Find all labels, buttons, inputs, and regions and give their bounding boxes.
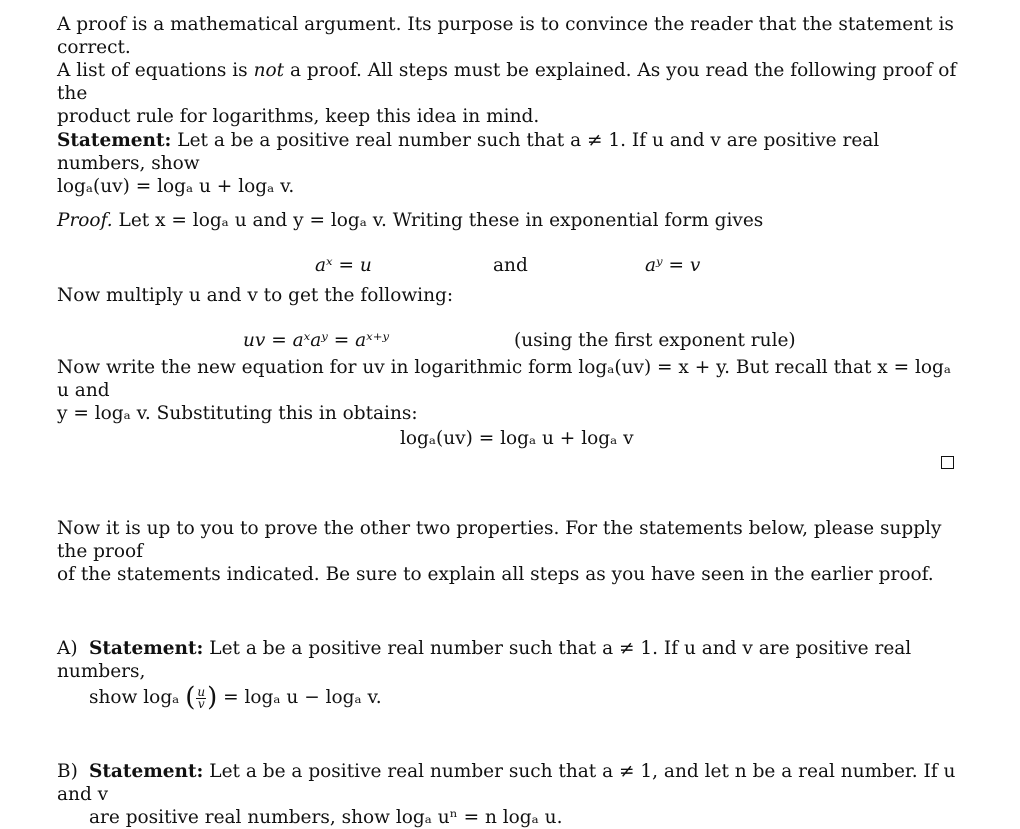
emphasis-not: not (253, 60, 285, 81)
part-b-marker: B) (57, 761, 78, 782)
statement-line-1: Statement: Let a be a positive real number such that a ≠ 1. If u and v are positive real numbers, show (57, 130, 880, 174)
proof-line-1: Proof. Let x = logₐ u and y = logₐ v. Writing these in exponential form gives (57, 210, 764, 231)
part-a-line-2: show logₐ ( $\frac{u}{v}$ ) = logₐ u − logₐ v. (89, 682, 382, 713)
proof-label: Proof. (57, 210, 113, 231)
qed-box-icon (941, 456, 954, 469)
equation-and: and (493, 255, 528, 276)
equation-product: uv = aˣaʸ = aˣ⁺ʸ (243, 330, 390, 351)
intro-line-2: A list of equations is not a proof. All steps must be explained. As you read the following proof of the (57, 60, 957, 104)
part-b-line-1: B) Statement: Let a be a positive real number such that a ≠ 1, and let n be a real number. If u and v (57, 761, 956, 805)
proof-line-3: Now write the new equation for uv in logarithmic form logₐ(uv) = x + y. But recall that x = logₐ u and (57, 357, 952, 401)
statement-paragraph (57, 129, 959, 198)
task-line-1: Now it is up to you to prove the other two properties. For the statements below, please supply the proof (57, 518, 942, 562)
equation-product-rule: logₐ(uv) = logₐ u + logₐ v (400, 428, 634, 449)
intro-line-1: A proof is a mathematical argument. Its purpose is to convince the reader that the statement is correct. (57, 14, 954, 58)
part-b-label: Statement: (89, 761, 204, 782)
proof-paragraph-3 (57, 356, 959, 425)
part-b (57, 760, 959, 829)
equation-exp-u: aˣ = u (315, 255, 372, 276)
intro-line-3: product rule for logarithms, keep this idea in mind. (57, 106, 540, 127)
equation-exp-v: aʸ = v (645, 255, 701, 276)
proof-line-2: Now multiply u and v to get the following: (57, 285, 454, 306)
statement-line-2: logₐ(uv) = logₐ u + logₐ v. (57, 176, 295, 197)
statement-label: Statement: (57, 130, 172, 151)
part-a-label: Statement: (89, 638, 204, 659)
part-b-line-2: are positive real numbers, show logₐ uⁿ = n logₐ u. (89, 807, 563, 828)
part-a (57, 637, 959, 713)
intro-paragraph (57, 13, 959, 128)
task-paragraph (57, 517, 959, 586)
fraction-u-over-v: $\frac{u}{v}$ (197, 684, 206, 711)
part-a-line-1: A) Statement: Let a be a positive real number such that a ≠ 1. If u and v are positive real numbers, (57, 638, 912, 682)
proof-line-4: y = logₐ v. Substituting this in obtains: (57, 403, 418, 424)
equation-product-note: (using the first exponent rule) (514, 330, 796, 351)
task-line-2: of the statements indicated. Be sure to explain all steps as you have seen in the earlier proof. (57, 564, 934, 585)
part-a-marker: A) (57, 638, 78, 659)
